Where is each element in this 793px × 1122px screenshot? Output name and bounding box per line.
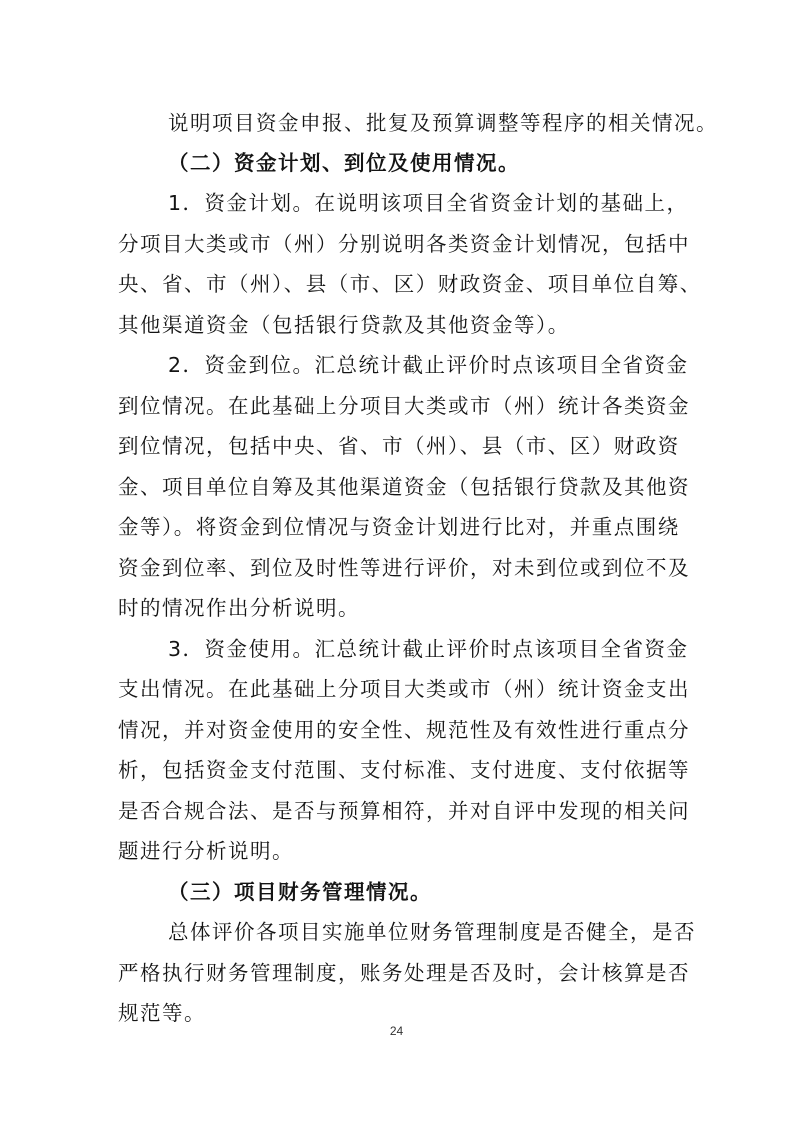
paragraph-line-7: 2．资金到位。汇总统计截止评价时点该项目全省资金: [168, 353, 689, 377]
paragraph-line-1: 说明项目资金申报、批复及预算调整等程序的相关情况。: [168, 111, 718, 135]
section-heading-3: （三）项目财务管理情况。: [168, 880, 432, 904]
paragraph-line-17: 析，包括资金支付范围、支付标准、支付进度、支付依据等: [118, 758, 690, 782]
paragraph-line-15: 支出情况。在此基础上分项目大类或市（州）统计资金支出: [118, 677, 690, 701]
page-number: 24: [389, 1024, 404, 1038]
paragraph-line-23: 规范等。: [118, 1001, 206, 1025]
paragraph-line-6: 其他渠道资金（包括银行贷款及其他资金等）。: [118, 313, 570, 337]
paragraph-line-16: 情况，并对资金使用的安全性、规范性及有效性进行重点分: [118, 718, 690, 742]
paragraph-line-19: 题进行分析说明。: [118, 839, 294, 863]
paragraph-line-21: 总体评价各项目实施单位财务管理制度是否健全，是否: [168, 920, 696, 944]
paragraph-line-4: 分项目大类或市（州）分别说明各类资金计划情况，包括中: [118, 232, 690, 256]
paragraph-line-13: 时的情况作出分析说明。: [118, 596, 360, 620]
paragraph-line-3: 1．资金计划。在说明该项目全省资金计划的基础上，: [168, 191, 689, 215]
paragraph-line-22: 严格执行财务管理制度，账务处理是否及时，会计核算是否: [118, 961, 690, 985]
paragraph-line-12: 资金到位率、到位及时性等进行评价，对未到位或到位不及: [118, 556, 690, 580]
paragraph-line-11: 金等）。将资金到位情况与资金计划进行比对，并重点围绕: [118, 515, 680, 539]
section-heading-2: （二）资金计划、到位及使用情况。: [168, 151, 520, 175]
paragraph-line-9: 到位情况，包括中央、省、市（州）、县（市、区）财政资: [118, 434, 680, 458]
paragraph-line-10: 金、项目单位自筹及其他渠道资金（包括银行贷款及其他资: [118, 475, 690, 499]
paragraph-line-8: 到位情况。在此基础上分项目大类或市（州）统计各类资金: [118, 394, 690, 418]
paragraph-line-5: 央、省、市（州）、县（市、区）财政资金、项目单位自筹、: [118, 272, 702, 296]
paragraph-line-18: 是否合规合法、是否与预算相符，并对自评中发现的相关问: [118, 799, 690, 823]
paragraph-line-14: 3．资金使用。汇总统计截止评价时点该项目全省资金: [168, 637, 689, 661]
